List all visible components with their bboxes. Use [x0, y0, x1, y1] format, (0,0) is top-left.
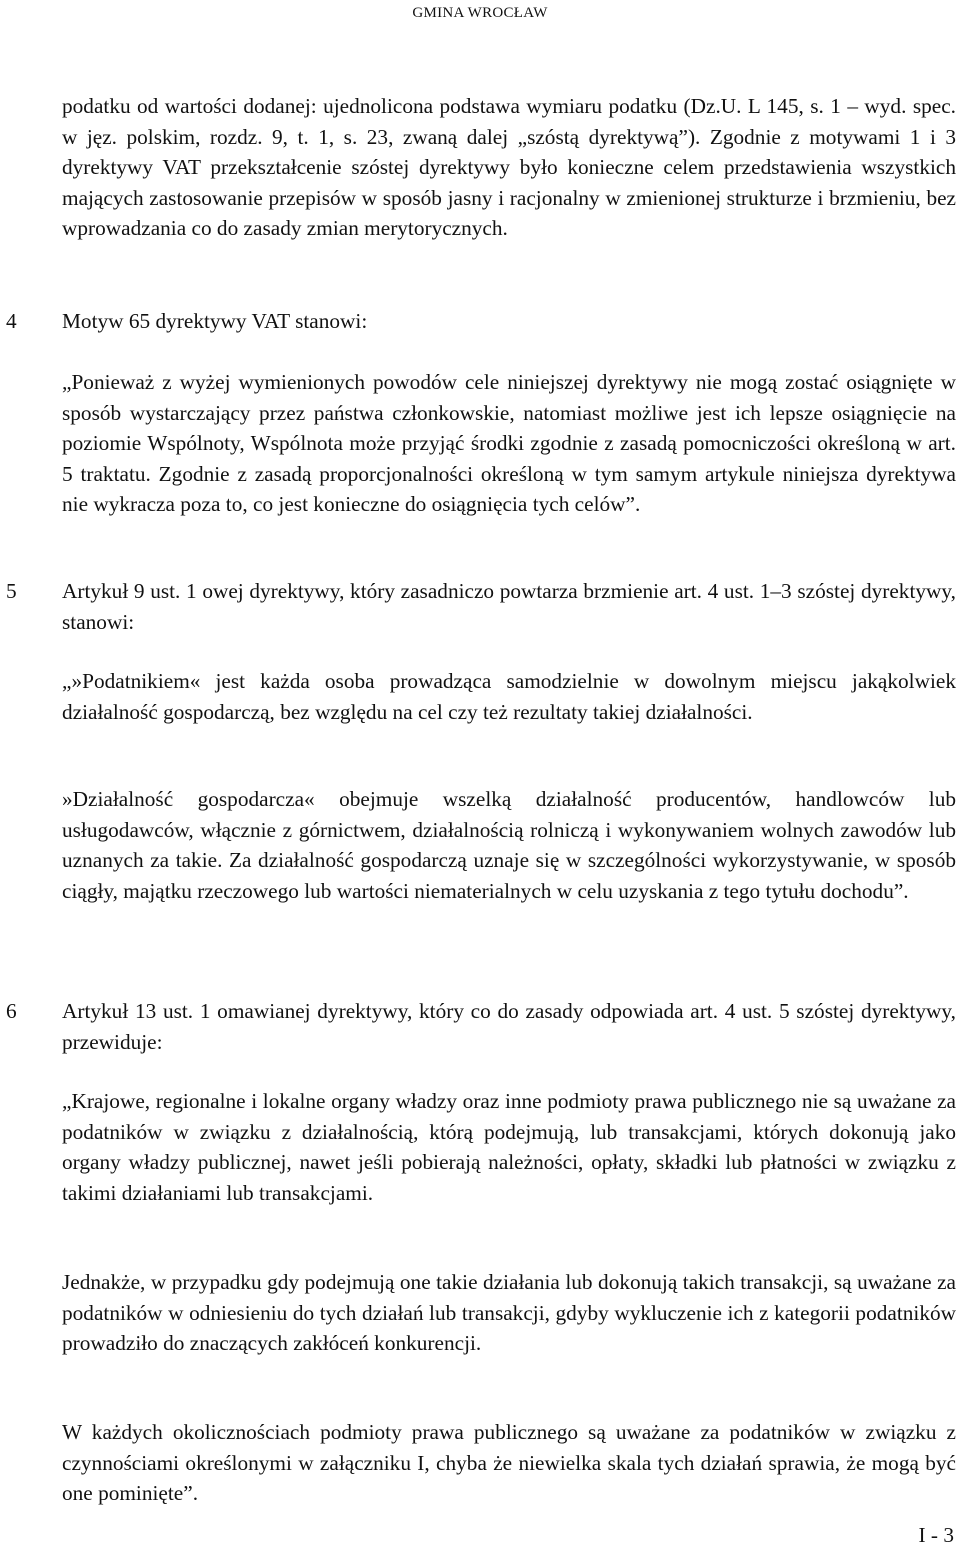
paragraph-number-6: 6	[6, 999, 17, 1023]
paragraph-6: Artykuł 13 ust. 1 omawianej dyrektywy, który co do zasady odpowiada art. 4 ust. 5 szóstej dyrektywy, przewiduje:	[62, 999, 956, 1054]
paragraph-number-5: 5	[6, 579, 17, 603]
page-number: I - 3	[918, 1523, 954, 1547]
quote-motive-65: „Ponieważ z wyżej wymienionych powodów cele niniejszej dyrektywy nie mogą zostać osiągnięte w sposób wystarczający przez państwa członkowskie, natomiast możliwe jest ich lepsze osiągnięcie na poziomie Wspólnoty, Wspólnota może przyjąć środki zgodnie z zasadą pomocniczości określoną w art. 5 traktatu. Zgodnie z zasadą proporcjonalności określoną w tym samym artykule niniejsza dyrektywa nie wykracza poza to, co jest konieczne do osiągnięcia tych celów”.	[62, 370, 956, 517]
paragraph-4: Motyw 65 dyrektywy VAT stanowi:	[62, 309, 368, 333]
quote-article-9-part-1: „»Podatnikiem« jest każda osoba prowadząca samodzielnie w dowolnym miejscu jakąkolwiek działalność gospodarczą, bez względu na cel czy też rezultaty takiej działalności.	[62, 669, 956, 724]
document-header: GMINA WROCŁAW	[412, 5, 548, 21]
quote-article-9-part-2: »Działalność gospodarcza« obejmuje wszelką działalność producentów, handlowców lub usługodawców, włącznie z górnictwem, działalnością rolniczą i wykonywaniem wolnych zawodów lub uznanych za takie. Za działalność gospodarczą uznaje się w szczególności wykorzystywanie, w sposób ciągły, majątku rzeczowego lub wartości niematerialnych w celu uzyskania z tego tytułu dochodu”.	[62, 787, 956, 903]
paragraph-number-4: 4	[6, 309, 17, 333]
quote-article-13-part-1: „Krajowe, regionalne i lokalne organy władzy oraz inne podmioty prawa publicznego nie są uważane za podatników w związku z działalnością, którą podejmują, lub transakcjami, których dokonują jako organy władzy publicznej, nawet jeśli pobierają należności, opłaty, składki lub płatności w związku z takimi działaniami lub transakcjami.	[62, 1089, 956, 1205]
quote-article-13-part-3: W każdych okolicznościach podmioty prawa publicznego są uważane za podatników w związku z czynnościami określonymi w załączniku I, chyba że niewielka skala tych działań sprawia, że mogą być one pominięte”.	[62, 1420, 956, 1506]
paragraph-5: Artykuł 9 ust. 1 owej dyrektywy, który zasadniczo powtarza brzmienie art. 4 ust. 1–3 szóstej dyrektywy, stanowi:	[62, 579, 956, 634]
paragraph-intro: podatku od wartości dodanej: ujednolicona podstawa wymiaru podatku (Dz.U. L 145, s. 1 – wyd. spec. w jęz. polskim, rozdz. 9, t. 1, s. 23, zwaną dalej „szóstą dyrektywą”). Zgodnie z motywami 1 i 3 dyrektywy VAT przekształcenie szóstej dyrektywy było konieczne celem przedstawienia wszystkich mających zastosowanie przepisów w sposób jasny i racjonalny w zmienionej strukturze i brzmieniu, bez wprowadzania co do zasady zmian merytorycznych.	[62, 94, 956, 241]
quote-article-13-part-2: Jednakże, w przypadku gdy podejmują one takie działania lub dokonują takich transakcji, są uważane za podatników w odniesieniu do tych działań lub transakcji, gdyby wykluczenie ich z kategorii podatników prowadziło do znaczących zakłóceń konkurencji.	[62, 1270, 956, 1356]
